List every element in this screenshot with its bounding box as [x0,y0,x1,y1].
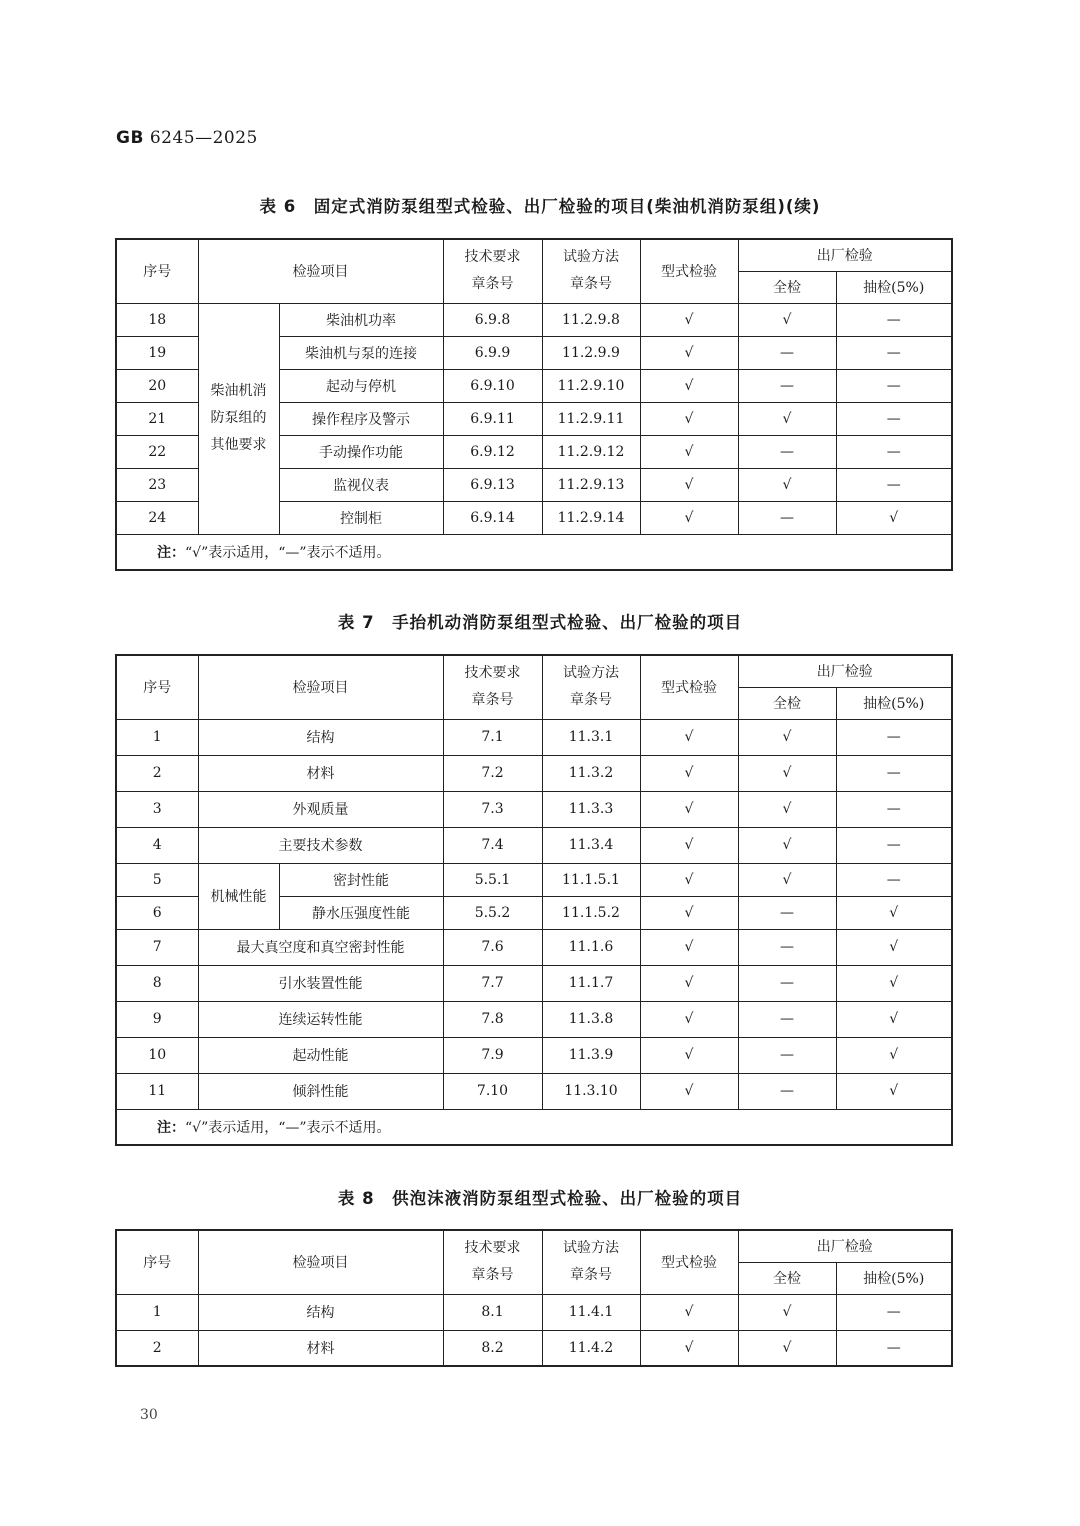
standard-number: 6245—2025 [149,128,258,148]
table-row: 1 结构 7.1 11.3.1 √ √ — [116,719,952,755]
table-row: 9 连续运转性能 7.8 11.3.8 √ — √ [116,1001,952,1037]
table-row: 10 起动性能 7.9 11.3.9 √ — √ [116,1037,952,1073]
header-type: 型式检验 [640,1230,738,1294]
table-row: 22 手动操作功能 6.9.12 11.2.9.12 √ — — [116,435,952,468]
table-row: 21 操作程序及警示 6.9.11 11.2.9.11 √ √ — [116,402,952,435]
group-cell: 机械性能 [198,863,279,929]
header-sample: 抽检(5%) [836,687,952,719]
header-factory: 出厂检验 [738,655,952,687]
table8 [115,1229,953,1367]
table-row: 3 外观质量 7.3 11.3.3 √ √ — [116,791,952,827]
header-sample: 抽检(5%) [836,271,952,303]
header-sample: 抽检(5%) [836,1262,952,1294]
table8-caption: 表 8 供泡沫液消防泵组型式检验、出厂检验的项目 [337,1189,743,1208]
header-method: 试验方法 章条号 [542,655,640,719]
table-note: 注：“√”表示适用，“—”表示不适用。 [116,534,952,570]
header-factory: 出厂检验 [738,239,952,271]
header-full: 全检 [738,687,836,719]
table7-caption: 表 7 手抬机动消防泵组型式检验、出厂检验的项目 [337,613,743,632]
header-full: 全检 [738,1262,836,1294]
table-row: 11 倾斜性能 7.10 11.3.10 √ — √ [116,1073,952,1109]
standard-code: GB [116,128,144,148]
header-req: 技术要求 章条号 [443,1230,542,1294]
table-row: 4 主要技术参数 7.4 11.3.4 √ √ — [116,827,952,863]
table6-caption: 表 6 固定式消防泵组型式检验、出厂检验的项目(柴油机消防泵组)(续) [259,197,821,216]
header-req: 技术要求 章条号 [443,655,542,719]
group-cell: 柴油机消 防泵组的 其他要求 [198,303,279,534]
table-row: 1 结构 8.1 11.4.1 √ √ — [116,1294,952,1330]
header-type: 型式检验 [640,655,738,719]
table-row: 8 引水装置性能 7.7 11.1.7 √ — √ [116,965,952,1001]
table7 [115,654,953,1146]
page-number: 30 [140,1407,158,1423]
table-row: 2 材料 8.2 11.4.2 √ √ — [116,1330,952,1366]
header-seq: 序号 [116,1230,198,1294]
header-type: 型式检验 [640,239,738,303]
table6 [115,238,953,571]
header-method: 试验方法 章条号 [542,239,640,303]
header-item: 检验项目 [198,239,443,303]
header-item: 检验项目 [198,655,443,719]
table-note: 注：“√”表示适用，“—”表示不适用。 [116,1109,952,1145]
table-row: 24 控制柜 6.9.14 11.2.9.14 √ — √ [116,501,952,534]
header-method: 试验方法 章条号 [542,1230,640,1294]
standard-header [116,128,258,148]
table-row: 5 机械性能 密封性能 5.5.1 11.1.5.1 √ √ — [116,863,952,896]
table-row: 18 柴油机消 防泵组的 其他要求 柴油机功率 6.9.8 11.2.9.8 √ √ — [116,303,952,336]
table-row: 7 最大真空度和真空密封性能 7.6 11.1.6 √ — √ [116,929,952,965]
header-seq: 序号 [116,239,198,303]
table-row: 19 柴油机与泵的连接 6.9.9 11.2.9.9 √ — — [116,336,952,369]
table-row: 2 材料 7.2 11.3.2 √ √ — [116,755,952,791]
table-row: 20 起动与停机 6.9.10 11.2.9.10 √ — — [116,369,952,402]
header-item: 检验项目 [198,1230,443,1294]
header-factory: 出厂检验 [738,1230,952,1262]
table-row: 6 静水压强度性能 5.5.2 11.1.5.2 √ — √ [116,896,952,929]
header-full: 全检 [738,271,836,303]
header-seq: 序号 [116,655,198,719]
table-row: 23 监视仪表 6.9.13 11.2.9.13 √ √ — [116,468,952,501]
header-req: 技术要求 章条号 [443,239,542,303]
